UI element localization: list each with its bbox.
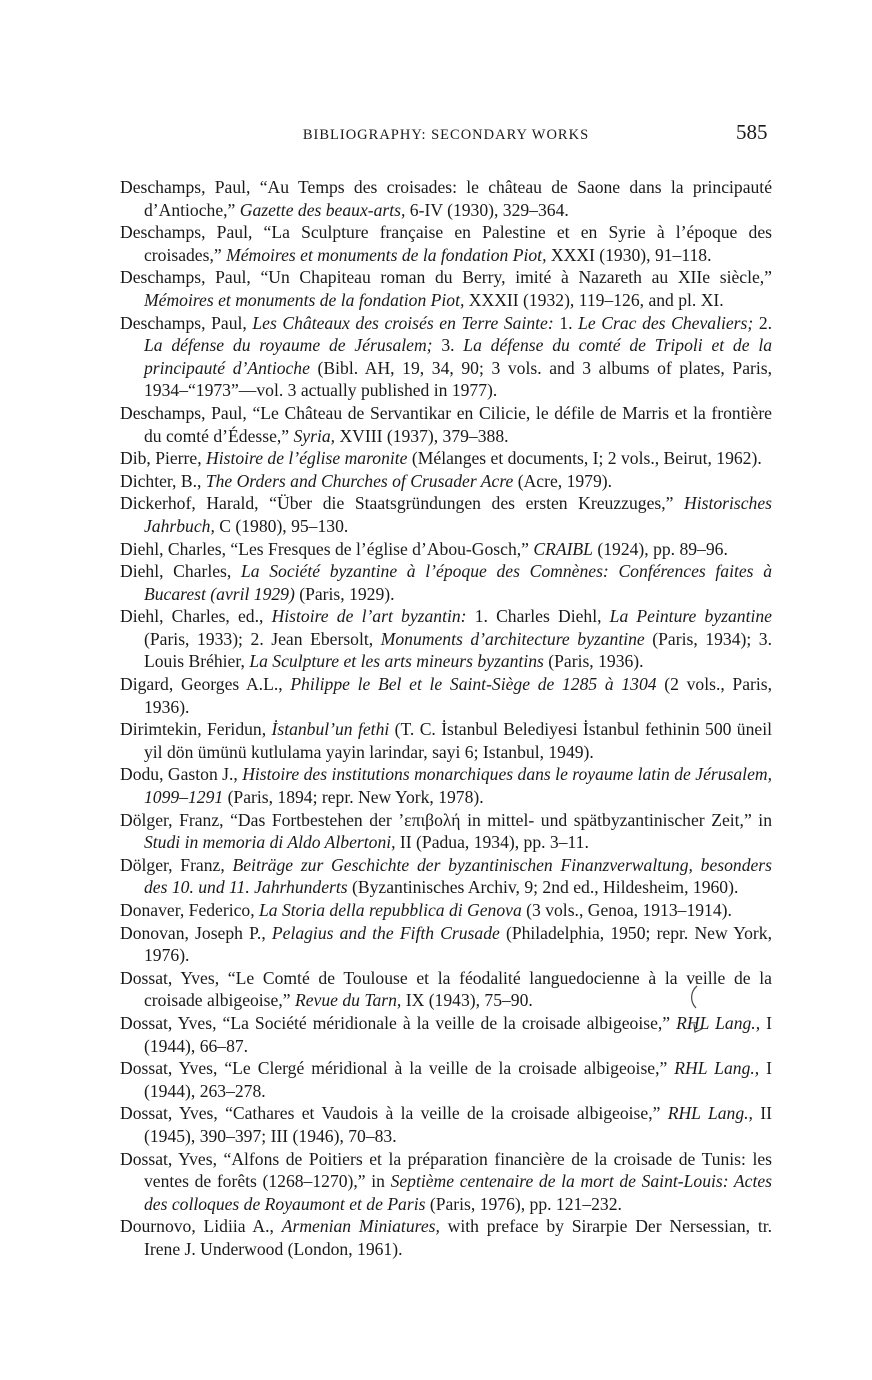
entry-text: Dossat, Yves, “Cathares et Vaudois à la veille de la croisade albigeoise,” (120, 1103, 668, 1124)
entry-title: İstanbul’un fethi (271, 719, 390, 740)
entry-text: Dossat, Yves, “La Société méridionale à la veille de la croisade albigeoise,” (120, 1012, 677, 1033)
entry-title: RHL Lang., (667, 1103, 753, 1124)
entry-title: Historisches Jahrbuch, (144, 493, 772, 536)
bibliography-entry (120, 560, 772, 605)
bibliography-entry (120, 447, 772, 470)
entry-text: (Paris, 1976), pp. 121–232. (425, 1193, 622, 1214)
bibliography-entry (120, 809, 772, 854)
entry-text: Deschamps, Paul, “Au Temps des croisades: le château de Saone dans la principauté d’Antioche,” (120, 177, 772, 220)
bibliography-entry (120, 1102, 772, 1147)
entry-text: (T. C. İstanbul Belediyesi İstanbul fethinin 500 üneil yil dön ümünü kutlulama yayin larindar, sayi 6; Istanbul, 1949). (144, 719, 772, 762)
entry-text: with preface by Sirarpie Der Nersessian, tr. Irene J. Underwood (London, 1961). (144, 1216, 772, 1259)
bibliography-entry (120, 492, 772, 537)
entry-title: Beiträge zur Geschichte der byzantinischen Finanzverwaltung, besonders des 10. und 11. Jahrhunderts (144, 854, 772, 898)
entry-title: Syria, (293, 425, 336, 446)
entry-text: (Paris, 1936). (543, 651, 644, 672)
bibliography-entry (120, 1148, 772, 1216)
entry-title: La Peinture byzantine (609, 606, 772, 627)
entry-text: Dodu, Gaston J., (120, 764, 243, 785)
entry-text: 3. (432, 335, 464, 356)
entry-title: Histoire de l’art byzantin: (271, 606, 467, 627)
entry-text: Dickerhof, Harald, “Über die Staatsgründungen des ersten Kreuzzuges,” (120, 493, 685, 514)
running-head-text: BIBLIOGRAPHY: SECONDARY WORKS (302, 127, 590, 143)
entry-text: Dirimtekin, Feridun, (120, 719, 272, 740)
entry-text: I (1944), 66–87. (144, 1012, 772, 1056)
entry-title: La Sculpture et les arts mineurs byzantins (249, 651, 544, 672)
entry-text: Digard, Georges A.L., (120, 674, 291, 695)
entry-text: 1. Charles Diehl, (466, 606, 610, 627)
entry-title: Monuments d’architecture byzantine (380, 628, 645, 649)
entry-title: Le Crac des Chevaliers; (578, 312, 754, 333)
entry-title: La Storia della repubblica di Genova (259, 900, 522, 920)
entry-title: La défense du comté de Tripoli et de la principauté d’Antioche (144, 335, 773, 378)
entry-text: II (Padua, 1934), pp. 3–11. (395, 832, 589, 853)
entry-title: Philippe le Bel et le Saint-Siège de 1285 à 1304 (290, 674, 657, 695)
entry-text: IX (1943), 75–90. (401, 990, 533, 1011)
bibliography-entry (120, 854, 772, 899)
entry-text: Dölger, Franz, “Das Fortbestehen der ’επιβολή in mittel- und spätbyzantinischer Zeit,” in (120, 809, 772, 830)
pencil-annotation-mark (676, 974, 716, 1034)
entry-text: Dichter, B., (120, 470, 206, 491)
bibliography-entry (120, 470, 772, 493)
page-number: 585 (736, 120, 768, 144)
entry-title: RHL Lang., (674, 1058, 760, 1079)
entry-text: Deschamps, Paul, (120, 312, 253, 333)
bibliography-entry (120, 538, 772, 561)
entry-text: C (1980), 95–130. (214, 515, 349, 536)
entry-text: Deschamps, Paul, “La Sculpture française en Palestine et en Syrie à l’époque des croisades,” (120, 222, 772, 265)
entry-text: Deschamps, Paul, “Un Chapiteau roman du Berry, imité à Nazareth au XIIe siècle,” (120, 267, 772, 288)
entry-text: Dölger, Franz, (120, 854, 233, 875)
entry-text: 6-IV (1930), 329–364. (405, 199, 569, 220)
bibliography-entry (120, 763, 772, 808)
entry-title: Armenian Miniatures, (281, 1216, 440, 1237)
entry-title: Revue du Tarn, (294, 990, 402, 1011)
entry-text: (Paris, 1894; repr. New York, 1978). (223, 787, 484, 808)
entry-text: Diehl, Charles, (120, 561, 241, 582)
bibliography-entry (120, 176, 772, 221)
entry-text: (2 vols., Paris, 1936). (144, 674, 773, 717)
entry-title: La défense du royaume de Jérusalem; (144, 335, 433, 356)
bibliography-entry (120, 967, 772, 1012)
entry-title: Mémoires et monuments de la fondation Piot, (226, 244, 547, 265)
entry-title: Studi in memoria di Aldo Albertoni, (144, 832, 396, 853)
bibliography-entry (120, 605, 772, 673)
entry-text: Dournovo, Lidiia A., (120, 1216, 282, 1237)
entry-text: Dossat, Yves, “Le Clergé méridional à la veille de la croisade albigeoise,” (120, 1058, 675, 1079)
bibliography-entry (120, 266, 772, 311)
entry-text: I (1944), 263–278. (144, 1058, 773, 1101)
entry-text: (Philadelphia, 1950; repr. New York, 1976). (144, 922, 772, 966)
entry-title: CRAIBL (533, 538, 593, 559)
bibliography-entry (120, 922, 772, 967)
entry-title: La Société byzantine à l’époque des Comnènes: Conférences faites à Bucarest (avril 1929) (144, 561, 772, 604)
entry-text: (Byzantinisches Archiv, 9; 2nd ed., Hildesheim, 1960). (347, 877, 739, 898)
entry-text: Dossat, Yves, “Alfons de Poitiers et la préparation financière de la croisade de Tunis: les ventes de forêts (1268–1270),” in (120, 1148, 772, 1192)
entry-title: Histoire de l’église maronite (206, 448, 408, 469)
entry-text: (1924), pp. 89–96. (592, 538, 728, 559)
entry-text: Donovan, Joseph P., (120, 922, 272, 943)
entry-text: XXXI (1930), 91–118. (546, 244, 712, 265)
bibliography-entry (120, 312, 772, 402)
entry-title: Histoire des institutions monarchiques dans le royaume latin de Jérusalem, 1099–1291 (144, 764, 772, 808)
entry-text: Diehl, Charles, ed., (120, 606, 272, 627)
entry-text: Dossat, Yves, “Le Comté de Toulouse et la féodalité languedocienne à la veille de la croisade albigeoise,” (120, 967, 772, 1011)
bibliography-entry (120, 1057, 772, 1102)
entry-text: XVIII (1937), 379–388. (335, 425, 509, 446)
bibliography-list (120, 176, 772, 1261)
entry-title: Mémoires et monuments de la fondation Piot, (144, 289, 465, 310)
bibliography-entry (120, 899, 772, 922)
entry-text: (Paris, 1934); 3. Louis Bréhier, (144, 628, 772, 672)
bibliography-entry (120, 221, 772, 266)
bibliography-entry (120, 673, 772, 718)
entry-text: (Paris, 1929). (294, 583, 395, 604)
entry-text: Donaver, Federico, (120, 900, 260, 920)
entry-text: (Bibl. AH, 19, 34, 90; 3 vols. and 3 albums of plates, Paris, 1934–“1973”—vol. 3 actually published in 1977). (144, 357, 772, 401)
entry-text: XXXII (1932), 119–126, and pl. XI. (464, 289, 724, 310)
running-head (120, 126, 772, 144)
bibliography-entry (120, 1012, 772, 1057)
bibliography-entry (120, 718, 772, 763)
entry-title: Gazette des beaux-arts, (239, 199, 406, 220)
entry-text: (3 vols., Genoa, 1913–1914). (521, 900, 732, 920)
entry-text: Deschamps, Paul, “Le Château de Servantikar en Cilicie, le défile de Marris et la frontière du comté d’Édesse,” (120, 402, 772, 446)
entry-title: Septième centenaire de la mort de Saint-Louis: Actes des colloques de Royaumont et de Paris (144, 1171, 772, 1214)
bibliography-entry (120, 1215, 772, 1260)
entry-title: The Orders and Churches of Crusader Acre (205, 470, 514, 491)
entry-text: (Acre, 1979). (513, 470, 613, 491)
entry-text: Diehl, Charles, “Les Fresques de l’église d’Abou-Gosch,” (120, 538, 534, 559)
entry-text: Dib, Pierre, (120, 448, 206, 469)
entry-text: (Mélanges et documents, I; 2 vols., Beirut, 1962). (407, 448, 762, 469)
entry-title: RHL Lang., (676, 1012, 761, 1033)
entry-text: 1. (553, 312, 579, 333)
entry-title: Les Châteaux des croisés en Terre Sainte: (252, 312, 554, 333)
entry-text: II (1945), 390–397; III (1946), 70–83. (144, 1103, 772, 1146)
bibliography-entry (120, 402, 772, 447)
entry-text: (Paris, 1933); 2. Jean Ebersolt, (144, 628, 381, 649)
entry-text: 2. (753, 312, 773, 333)
entry-title: Pelagius and the Fifth Crusade (271, 922, 500, 943)
